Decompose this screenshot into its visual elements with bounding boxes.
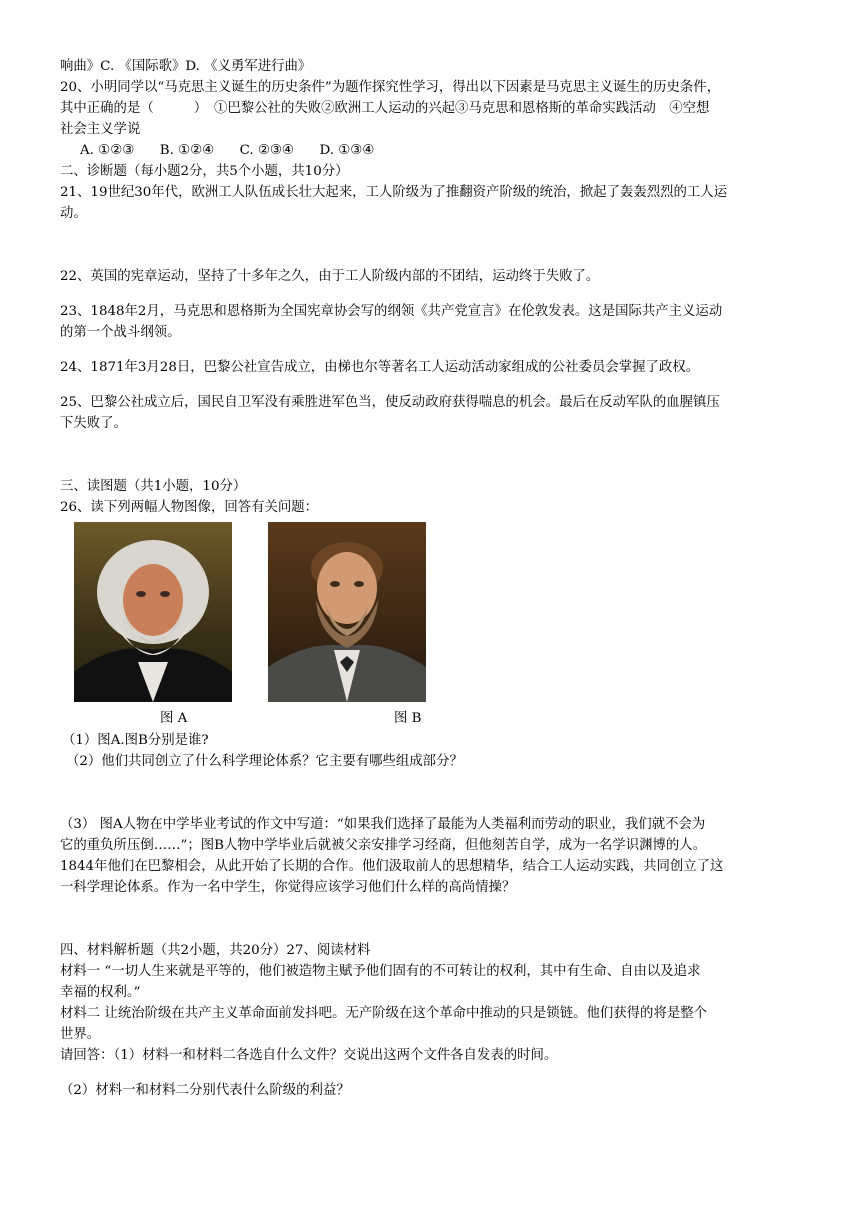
material-2: 材料二 让统治阶级在共产主义革命面前发抖吧。无产阶级在这个革命中推动的只是锁链。他们获得的将是整个 [60,1006,708,1021]
figure-b-caption: 图 B [394,711,422,726]
question-23: 23、1848年2月，马克思和恩格斯为全国宪章协会写的纲领《共产党宣言》在伦敦发表。这是国际共产主义运动 [60,304,723,319]
question-23-cont: 的第一个战斗纲领。 [60,325,181,340]
question-26-2: （2）他们共同创立了什么科学理论体系？它主要有哪些组成部分？ [66,754,463,769]
material-2-cont: 世界。 [60,1027,101,1042]
question-20-options: A. ①②③ B. ①②④ C. ②③④ D. ①③④ [80,143,375,158]
material-1-cont: 幸福的权利。” [60,985,141,1000]
question-26-3-cont: 一科学理论体系。作为一名中学生，你觉得应该学习他们什么样的高尚情操？ [60,880,516,895]
portrait-b-illustration [268,522,426,702]
figure-row [60,522,800,730]
exam-page [60,56,800,1101]
question-21-cont: 动。 [60,206,87,221]
question-24: 24、1871年3月28日，巴黎公社宣告成立，由梯也尔等著名工人运动活动家组成的公社委员会掌握了政权。 [60,360,700,375]
question-27-1: 请回答：（1）材料一和材料二各选自什么文件？交说出这两个文件各自发表的时间。 [60,1048,558,1063]
question-20-cont: 其中正确的是（ ） ①巴黎公社的失败②欧洲工人运动的兴起③马克思和恩格斯的革命实践活动 ④空想 [60,101,710,116]
question-22: 22、英国的宪章运动，坚持了十多年之久，由于工人阶级内部的不团结，运动终于失败了。 [60,269,600,284]
question-26: 26、读下列两幅人物图像，回答有关问题： [60,500,319,515]
material-1: 材料一 “一切人生来就是平等的，他们被造物主赋予他们固有的不可转让的权利，其中有生命、自由以及追求 [60,964,701,979]
question-20: 20、小明同学以“马克思主义诞生的历史条件”为题作探究性学习，得出以下因素是马克思主义诞生的历史条件， [60,80,721,95]
question-25: 25、巴黎公社成立后，国民自卫军没有乘胜进军色当，使反动政府获得喘息的机会。最后在反动军队的血腥镇压 [60,395,720,410]
figure-a-caption: 图 A [160,711,188,726]
question-26-3-cont: 它的重负所压倒……”；图B人物中学毕业后就被父亲安排学习经商，但他刻苦自学，成为一名学识渊博的人。 [60,838,707,853]
question-20-cont: 社会主义学说 [60,122,141,137]
question-26-1: （1）图A.图B分别是谁? [62,733,209,748]
question-26-3-cont: 1844年他们在巴黎相会，从此开始了长期的合作。他们汲取前人的思想精华，结合工人运动实践，共同创立了这 [60,859,724,874]
question-26-3: （3） 图A人物在中学毕业考试的作文中写道：“如果我们选择了最能为人类福利而劳动的职业，我们就不会为 [60,817,706,832]
question-27-2: （2）材料一和材料二分别代表什么阶级的利益？ [60,1083,350,1098]
section-3-heading: 三、读图题（共1小题，10分） [60,479,247,494]
section-4-heading: 四、材料解析题（共2小题，共20分）27、阅读材料 [60,943,371,958]
portrait-a-illustration [74,522,232,702]
portrait-b [268,522,426,702]
section-2-heading: 二、诊断题（每小题2分，共5个小题，共10分） [60,164,349,179]
text-line: 响曲》C. 《国际歌》D. 《义勇军进行曲》 [60,59,312,74]
portrait-a [74,522,232,702]
question-25-cont: 下失败了。 [60,416,127,431]
question-21: 21、19世纪30年代，欧洲工人队伍成长壮大起来，工人阶级为了推翻资产阶级的统治，掀起了轰轰烈烈的工人运 [60,185,728,200]
